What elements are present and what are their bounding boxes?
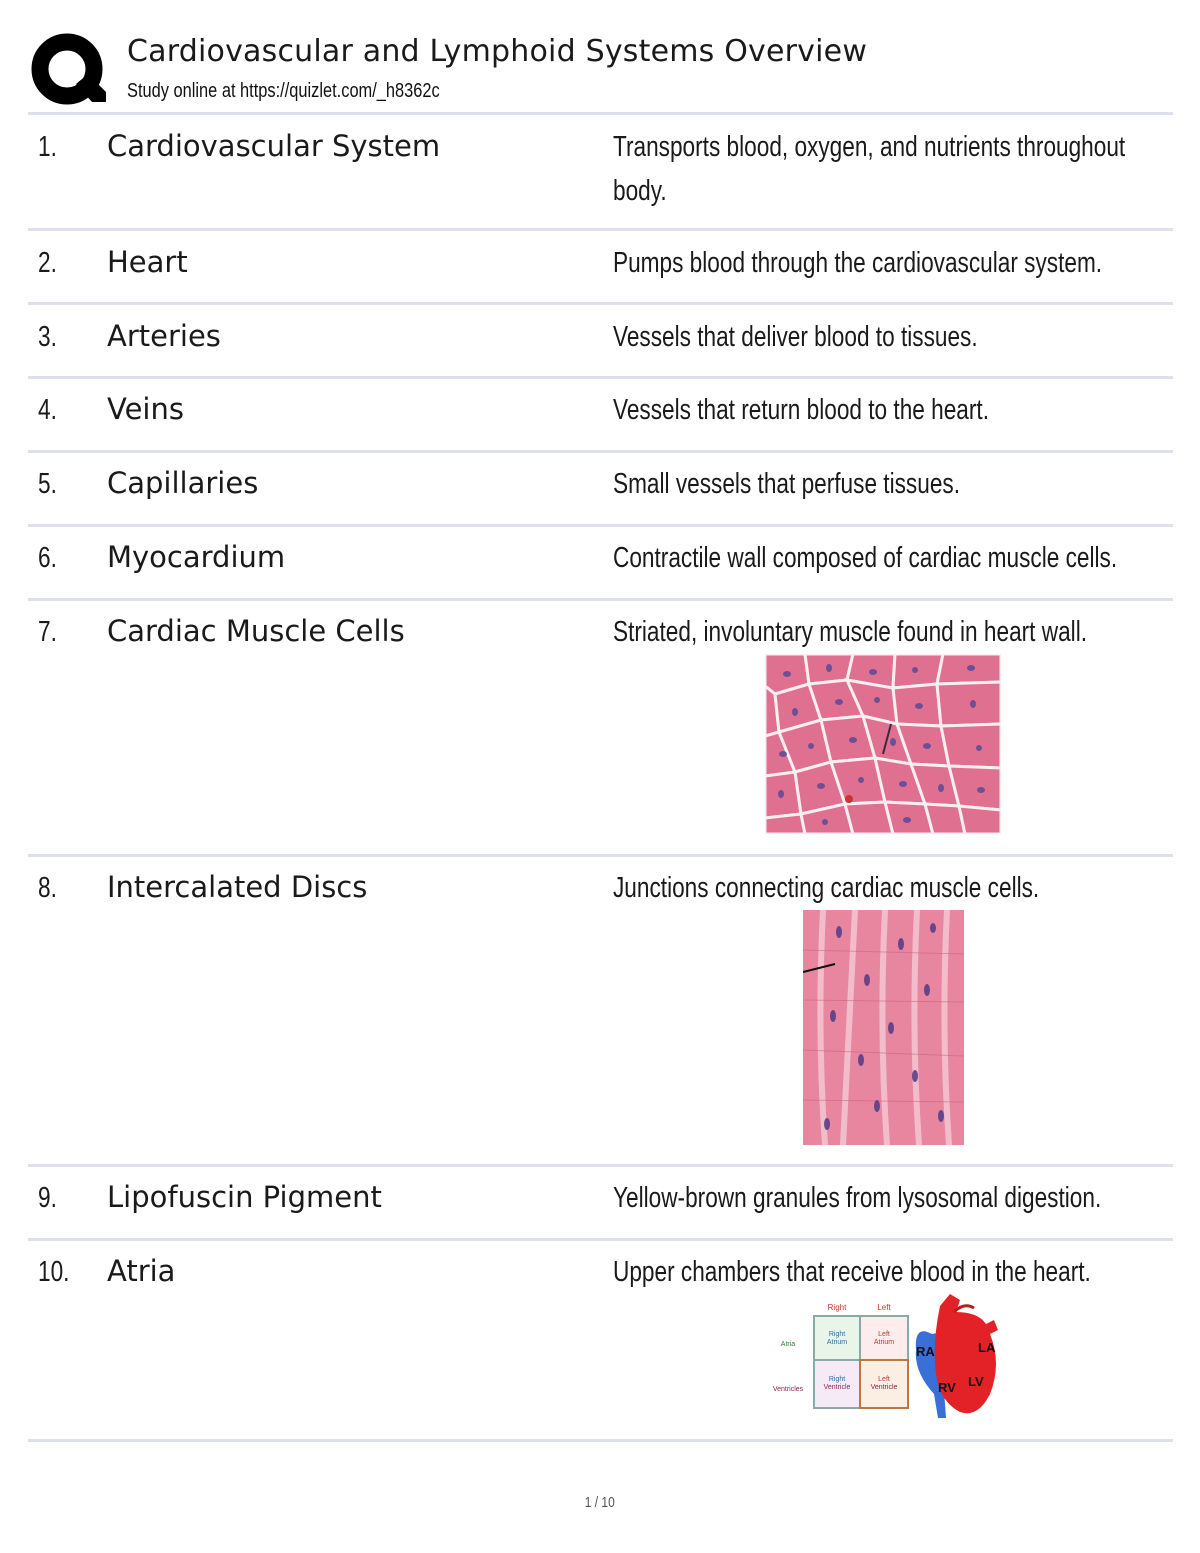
card-definition: Striated, involuntary muscle found in heart wall. <box>613 616 1088 648</box>
card-definition: Yellow-brown granules from lysosomal digestion. <box>613 1182 1102 1214</box>
diagram-row-bottom-label: Ventricles <box>772 1386 804 1393</box>
divider <box>28 1439 1173 1442</box>
diagram-cell-br-line1: Left <box>878 1376 890 1383</box>
card-definition: Junctions connecting cardiac muscle cells. <box>613 872 1040 904</box>
diagram-cell-tr-line1: Left <box>878 1331 890 1338</box>
card-definition: Transports blood, oxygen, and nutrients throughout body. <box>613 131 1126 207</box>
page-number: 1 / 10 <box>584 1494 616 1511</box>
cardiac-muscle-micrograph-image <box>765 654 1001 834</box>
card-term: Myocardium <box>107 540 286 574</box>
flashcard-5 <box>28 452 1173 522</box>
card-term: Heart <box>107 245 188 279</box>
card-number: 2. <box>38 247 57 279</box>
diagram-row-top-label: Atria <box>780 1341 796 1348</box>
flashcard-7 <box>28 600 1173 852</box>
page-footer <box>0 1494 1200 1511</box>
diagram-col-left-label: Right <box>827 1303 847 1312</box>
diagram-cell-tl-line2: Atrium <box>826 1339 848 1346</box>
flashcard-10 <box>28 1240 1173 1438</box>
flashcard-1 <box>28 115 1173 227</box>
study-online-link[interactable]: Study online at https://quizlet.com/_h8362c <box>127 80 440 102</box>
card-term: Lipofuscin Pigment <box>107 1180 382 1214</box>
heart-rv-label: RV <box>938 1380 956 1395</box>
card-definition: Small vessels that perfuse tissues. <box>613 468 960 500</box>
heart-lv-label: LV <box>968 1374 984 1389</box>
card-term: Veins <box>107 392 184 426</box>
diagram-cell-bl-line1: Right <box>828 1376 846 1383</box>
heart-chambers-diagram-image <box>764 1294 1002 1418</box>
heart-ra-label: RA <box>916 1344 935 1359</box>
card-number: 5. <box>38 468 57 500</box>
card-definition: Contractile wall composed of cardiac muscle cells. <box>613 542 1118 574</box>
card-definition: Pumps blood through the cardiovascular system. <box>613 247 1103 279</box>
card-term: Cardiovascular System <box>107 129 441 163</box>
card-number: 10. <box>38 1256 70 1288</box>
diagram-col-right-label: Left <box>877 1303 891 1312</box>
diagram-cell-tr-line2: Atrium <box>873 1339 895 1346</box>
flashcard-4 <box>28 378 1173 448</box>
card-term: Cardiac Muscle Cells <box>107 614 405 648</box>
flashcard-6 <box>28 526 1173 596</box>
page-header <box>0 0 1200 112</box>
card-number: 8. <box>38 872 57 904</box>
page-title: Cardiovascular and Lymphoid Systems Overview <box>127 34 868 69</box>
quizlet-logo-icon <box>30 32 106 108</box>
flashcard-8 <box>28 856 1173 1162</box>
card-term: Arteries <box>107 319 221 353</box>
flashcard-3 <box>28 305 1173 375</box>
card-number: 6. <box>38 542 57 574</box>
card-number: 3. <box>38 321 57 353</box>
card-definition: Vessels that deliver blood to tissues. <box>613 321 978 353</box>
heart-la-label: LA <box>978 1340 996 1355</box>
flashcard-9 <box>28 1166 1173 1236</box>
card-term: Atria <box>107 1254 176 1288</box>
card-number: 7. <box>38 616 57 648</box>
diagram-cell-br-line2: Ventricle <box>870 1384 898 1391</box>
diagram-cell-tl-line1: Right <box>828 1331 846 1338</box>
intercalated-discs-micrograph-image <box>803 910 964 1145</box>
card-term: Capillaries <box>107 466 259 500</box>
card-definition: Vessels that return blood to the heart. <box>613 394 989 426</box>
card-number: 1. <box>38 131 57 163</box>
card-number: 4. <box>38 394 57 426</box>
flashcard-2 <box>28 231 1173 301</box>
card-number: 9. <box>38 1182 57 1214</box>
diagram-cell-bl-line2: Ventricle <box>823 1384 851 1391</box>
card-term: Intercalated Discs <box>107 870 368 904</box>
card-definition: Upper chambers that receive blood in the heart. <box>613 1256 1091 1288</box>
